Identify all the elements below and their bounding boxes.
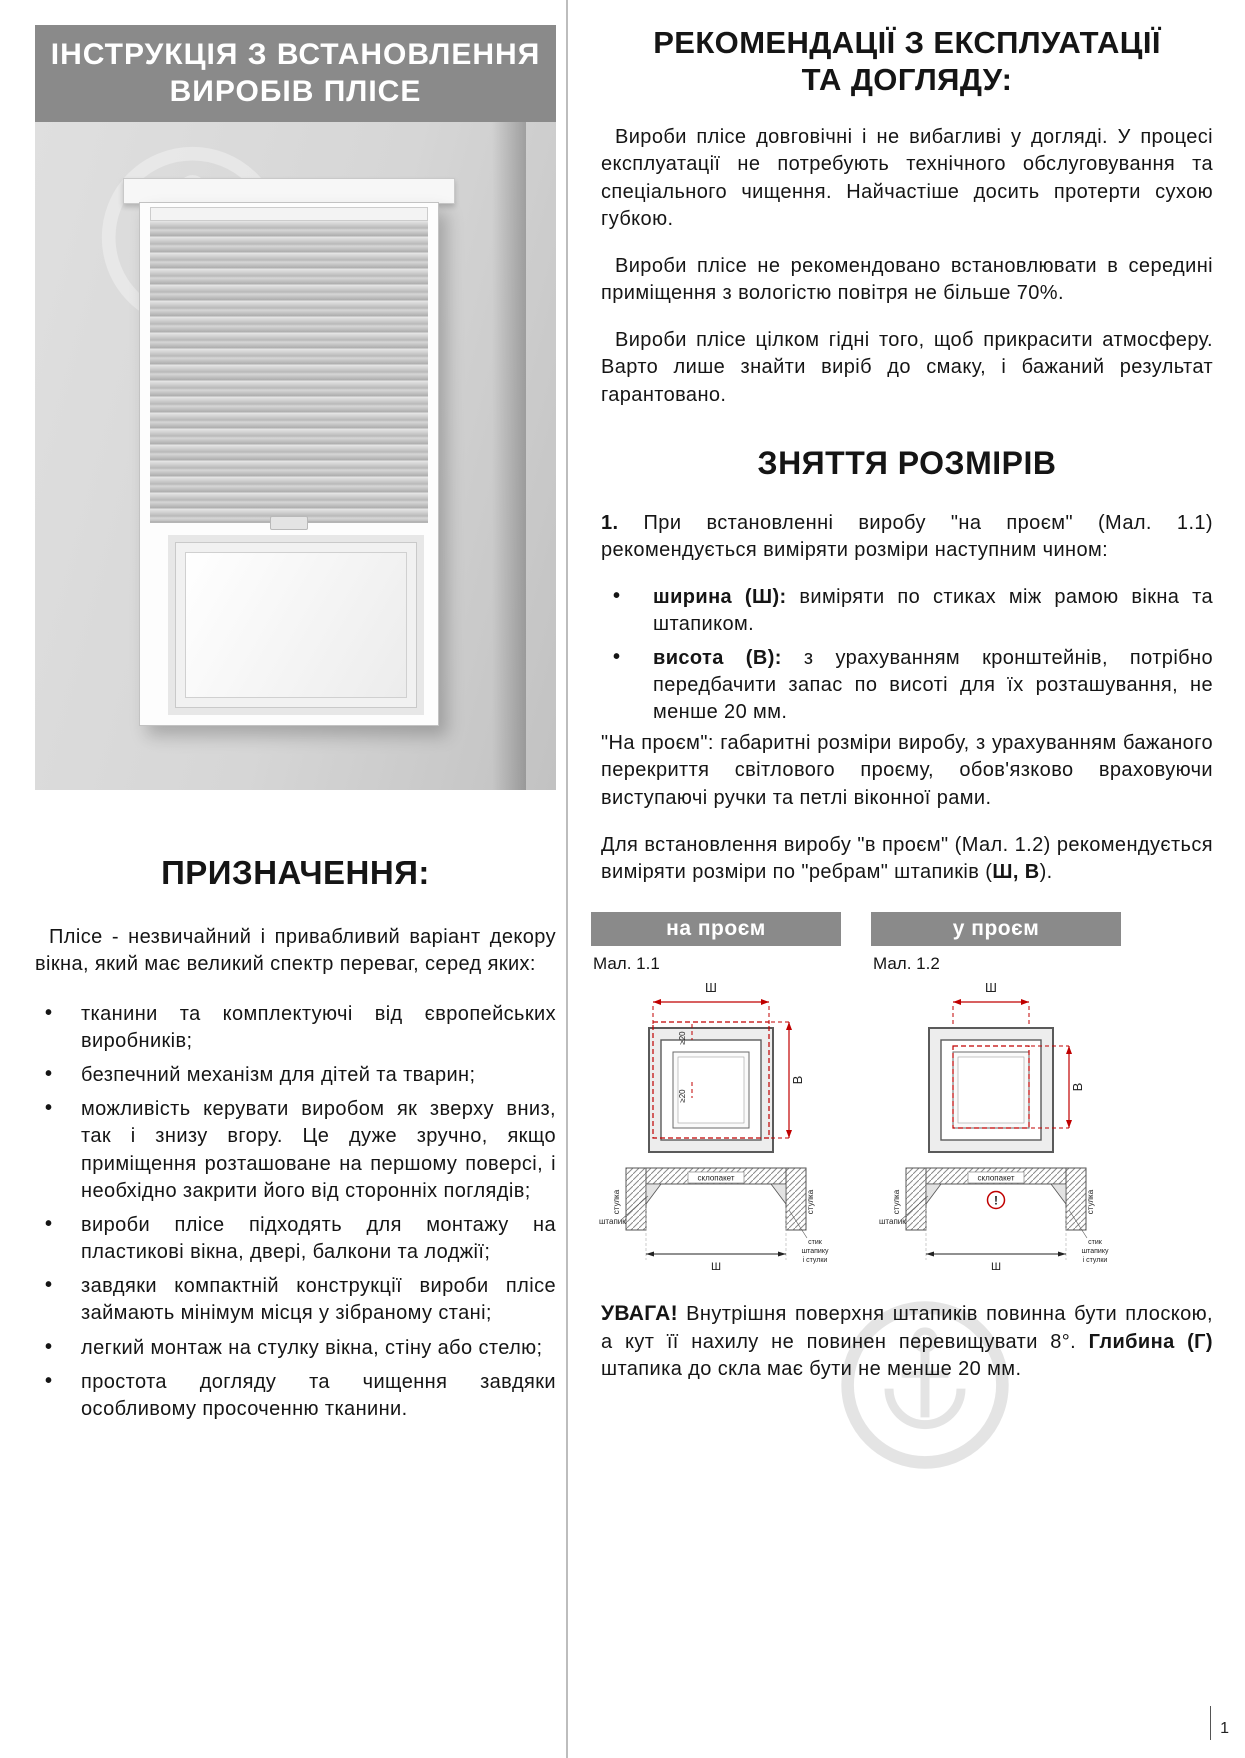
measurement-diagram-svg xyxy=(871,976,1121,1276)
window-cornice xyxy=(123,178,455,204)
measurement-diagram-svg xyxy=(591,976,841,1276)
dim-height-label: В xyxy=(1070,1082,1085,1092)
product-photo xyxy=(35,122,556,790)
diagram-on-opening xyxy=(591,912,841,1276)
figure-label: Мал. 1.2 xyxy=(873,954,940,974)
min-20-label: ≥20 xyxy=(678,1089,687,1103)
dim-height-label: В xyxy=(790,1075,805,1085)
left-column xyxy=(35,25,556,1423)
step-number: 1. xyxy=(601,511,619,534)
left-header-banner xyxy=(35,25,556,122)
attention-label: УВАГА! xyxy=(601,1302,678,1326)
warning-mark: ! xyxy=(994,1193,998,1208)
bead-label: штапик xyxy=(599,1217,626,1227)
window-frame xyxy=(139,202,439,726)
sash-label: стулка xyxy=(892,1189,901,1215)
window-sash xyxy=(168,535,424,715)
joint-label: стик xyxy=(808,1239,822,1247)
dim-width-label: Ш xyxy=(985,980,997,996)
bottom-width-label: Ш xyxy=(990,1261,1002,1274)
cross-section xyxy=(879,1168,1109,1273)
joint-label: штапику xyxy=(801,1248,829,1256)
sash-label: стулка xyxy=(806,1189,815,1215)
list-item xyxy=(35,1096,556,1205)
measuring-step xyxy=(601,510,1213,564)
left-header-line2: ВИРОБІВ ПЛІСЕ xyxy=(169,74,422,108)
care-paragraph: Вироби плісе не рекомендовано встановлювати в середині приміщення з вологістю повітря не більше 70%. xyxy=(601,254,1213,305)
care-paragraph: Вироби плісе довговічні і не вибагливі у догляді. У процесі експлуатації не потребують технічного обслуговування та спеціального чищення. Найчастіше досить протерти сухою губкою. xyxy=(601,126,1213,230)
term-width-text: виміряти по стиках між рамою вікна та штапиком. xyxy=(653,586,1213,636)
page-number: 1 xyxy=(1210,1706,1229,1740)
care-title-line2: ТА ДОГЛЯДУ: xyxy=(801,61,1013,97)
measuring-list xyxy=(601,584,1213,726)
list-item-text: тканини та комплектуючі від європейських виробників; xyxy=(81,1002,556,1052)
sash-label: стулка xyxy=(612,1189,621,1215)
bead-label: штапик xyxy=(879,1217,906,1227)
blind-top-rail xyxy=(150,207,428,221)
attention-text-2: штапика до скла має бути не менше 20 мм. xyxy=(601,1357,1022,1380)
diagram-header: на проєм xyxy=(591,912,841,946)
sash-label: стулка xyxy=(1086,1189,1095,1215)
in-opening-tail: ). xyxy=(1039,860,1053,883)
measuring-title: ЗНЯТТЯ РОЗМІРІВ xyxy=(757,444,1057,481)
cross-section xyxy=(599,1168,829,1273)
list-item-text: легкий монтаж на стулку вікна, стіну або стелю; xyxy=(81,1336,543,1359)
list-item xyxy=(35,1273,556,1327)
column-divider xyxy=(566,0,568,1758)
blind-handle xyxy=(270,516,308,530)
in-opening-paragraph xyxy=(601,832,1213,886)
in-opening-bold: Ш, В xyxy=(992,860,1040,883)
attention-bold: Глибина (Г) xyxy=(1088,1330,1213,1353)
dim-width-label: Ш xyxy=(705,980,717,996)
care-title xyxy=(601,25,1213,98)
term-height-text: з урахуванням кронштейнів, потрібно передбачити запас по висоті для їх розташування, не менше 20 мм. xyxy=(653,646,1213,723)
in-opening-text: Для встановлення виробу "в проєм" (Мал. 1.2) рекомендується виміряти розміри по "ребрам" штапиків ( xyxy=(601,833,1213,883)
purpose-list xyxy=(35,1001,556,1424)
attention-paragraph xyxy=(601,1300,1213,1383)
list-item-text: вироби плісе підходять для монтажу на пластикові вікна, двері, балкони та лоджії; xyxy=(81,1213,556,1264)
joint-label: стик xyxy=(1088,1239,1102,1247)
right-column xyxy=(593,25,1213,1403)
window-glass xyxy=(185,552,407,698)
list-item xyxy=(35,1335,556,1362)
glazing-label: склопакет xyxy=(977,1173,1015,1183)
diagram-header: у проєм xyxy=(871,912,1121,946)
list-item-text: можливість керувати виробом як зверху вниз, так і знизу вгору. Це дуже зручно, якщо приміщення розташоване на першому поверсі, і необхідно закрити його від сторонніх поглядів; xyxy=(81,1098,556,1202)
diagram-in-opening xyxy=(871,912,1121,1276)
purpose-intro: Плісе - незвичайний і привабливий варіант декору вікна, який має великий спектр переваг, серед яких: xyxy=(35,926,556,976)
term-width: ширина (Ш): xyxy=(653,586,787,609)
list-item-text: завдяки компактній конструкції вироби плісе займають мінімум місця у зібраному стані; xyxy=(81,1275,556,1325)
care-paragraph: Вироби плісе цілком гідні того, щоб прикрасити атмосферу. Варто лише знайти виріб до смаку, і бажаний результат гарантовано. xyxy=(601,329,1213,406)
purpose-title: ПРИЗНАЧЕННЯ: xyxy=(161,854,430,892)
min-20-label: ≥20 xyxy=(678,1031,687,1045)
list-item xyxy=(35,1369,556,1423)
list-item-text: простота догляду та чищення завдяки особливому просоченню тканини. xyxy=(81,1370,556,1420)
list-item xyxy=(35,1062,556,1089)
figure-label: Мал. 1.1 xyxy=(593,954,660,974)
list-item xyxy=(35,1001,556,1055)
list-item-text: безпечний механізм для дітей та тварин; xyxy=(81,1063,476,1086)
step-text: При встановленні виробу "на проєм" (Мал. 1.1) рекомендується виміряти розміри наступним чином: xyxy=(601,511,1213,562)
glazing-label: склопакет xyxy=(697,1173,735,1183)
list-item xyxy=(601,645,1213,727)
bottom-width-label: Ш xyxy=(710,1261,722,1274)
pleated-blind xyxy=(150,221,428,523)
list-item xyxy=(601,584,1213,638)
joint-label: і стулки xyxy=(1082,1257,1108,1265)
care-title-line1: РЕКОМЕНДАЦІЇ З ЕКСПЛУАТАЦІЇ xyxy=(653,25,1161,60)
joint-label: штапику xyxy=(1081,1248,1109,1256)
joint-label: і стулки xyxy=(802,1257,828,1265)
left-header-line1: ІНСТРУКЦІЯ З ВСТАНОВЛЕННЯ xyxy=(50,38,541,71)
on-opening-paragraph: "На проєм": габаритні розміри виробу, з урахуванням бажаного перекриття світлового проєму, обов'язково враховуючи виступаючі ручки та петлі віконної рами. xyxy=(601,732,1213,809)
term-height: висота (В): xyxy=(653,646,782,669)
list-item xyxy=(35,1212,556,1266)
attention-text-1: Внутрішня поверхня штапиків повинна бути плоскою, а кут її нахилу не повинен перевищувати 8°. xyxy=(601,1303,1213,1353)
diagram-row xyxy=(591,912,1213,1276)
